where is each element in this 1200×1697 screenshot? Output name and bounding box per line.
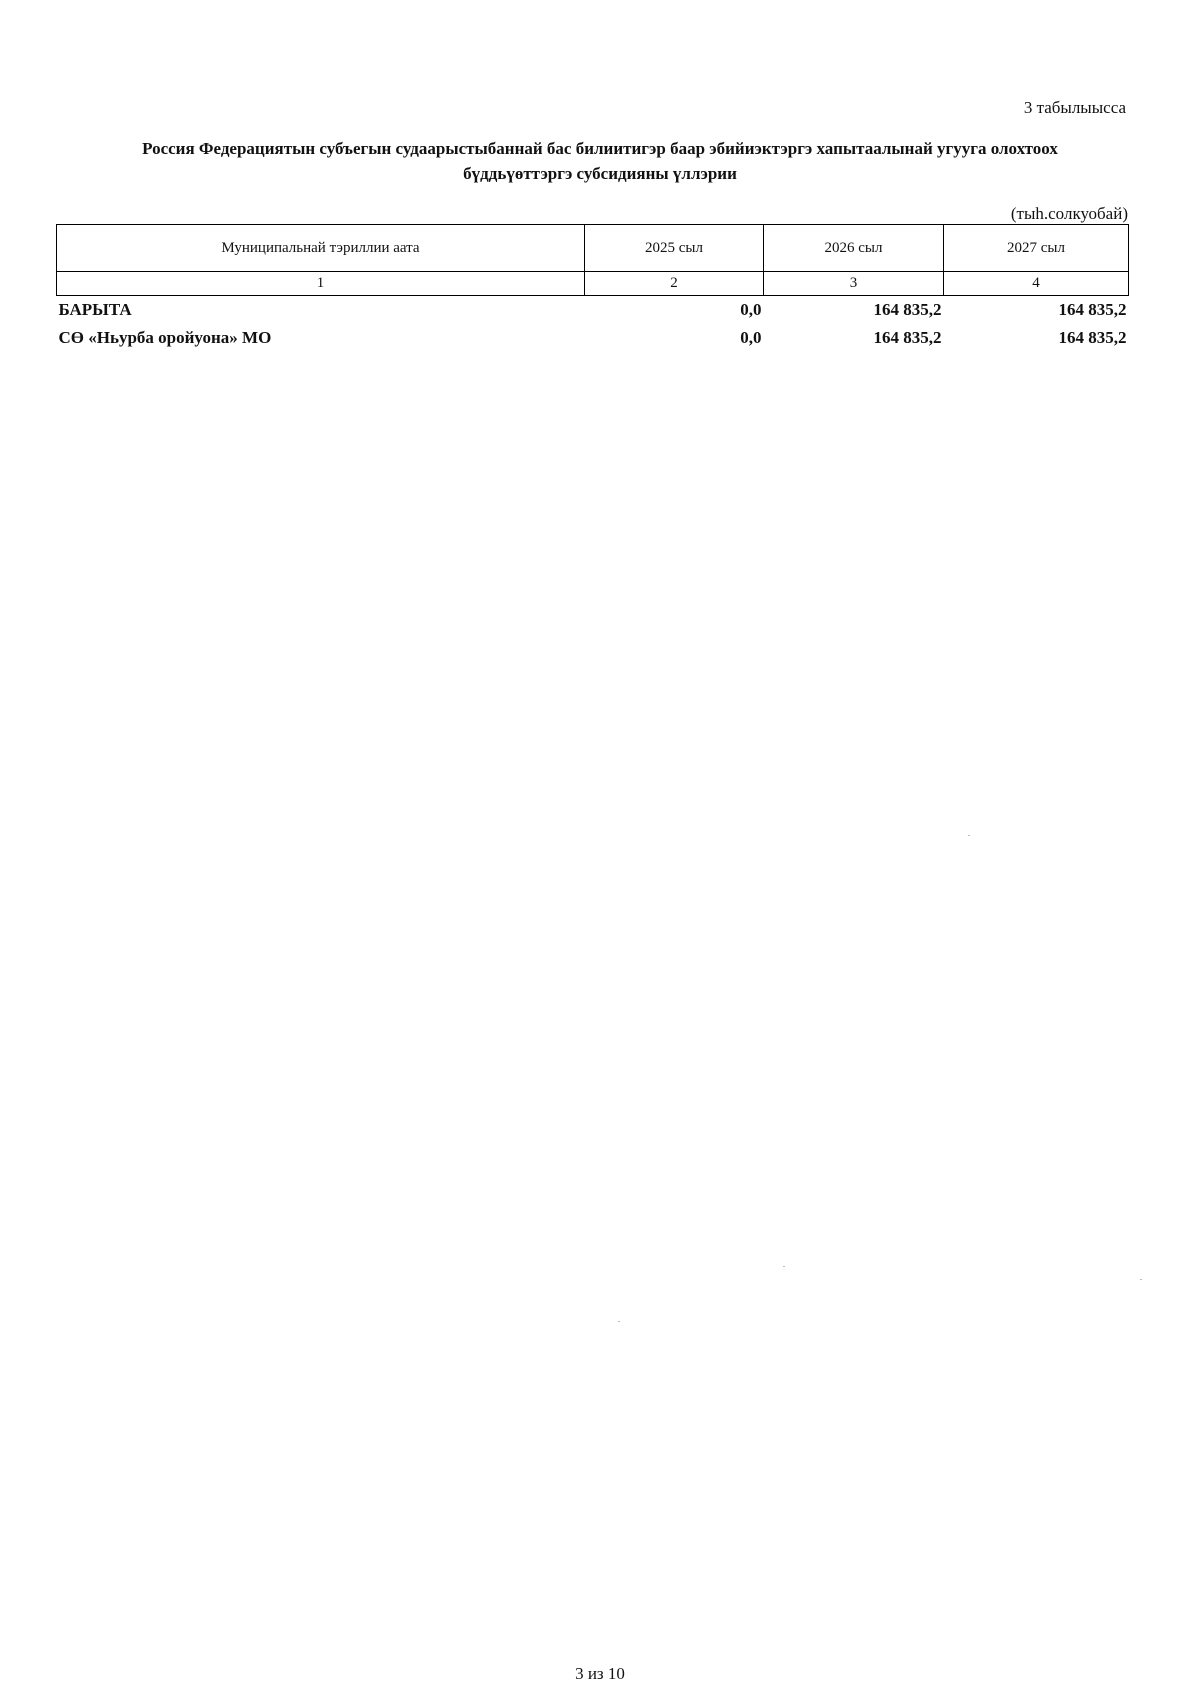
header-row	[57, 225, 1129, 272]
column-number-row	[57, 272, 1129, 296]
subsidy-table	[56, 224, 1129, 352]
column-number: 3	[764, 272, 944, 296]
table-row	[57, 324, 1129, 352]
page-label: 3 табылыысса	[1023, 98, 1126, 117]
header-2027: 2027 сыл	[944, 225, 1129, 272]
value-2027: 164 835,2	[1058, 300, 1127, 319]
value-2026: 164 835,2	[873, 328, 942, 347]
value-2025: 0,0	[740, 328, 762, 347]
table-row	[57, 296, 1129, 325]
scan-speck	[968, 835, 970, 836]
header-2025: 2025 сыл	[585, 225, 764, 272]
scan-speck	[1140, 1279, 1142, 1280]
document-title	[40, 136, 1160, 186]
column-number: 4	[944, 272, 1129, 296]
value-2025: 0,0	[740, 300, 762, 319]
column-number: 1	[57, 272, 585, 296]
header-2026: 2026 сыл	[764, 225, 944, 272]
column-number: 2	[585, 272, 764, 296]
row-name: СӨ «Ньурба оройуона» МО	[58, 328, 272, 347]
title-line-1: Россия Федерациятын субъегын судаарыстыбаннай бас билиитигэр баар эбийиэктэргэ хапытаалынай угууга олохтоох	[142, 139, 1058, 158]
value-2027: 164 835,2	[1058, 328, 1127, 347]
units-label: (тыһ.солкуобай)	[1010, 204, 1128, 223]
value-2026: 164 835,2	[873, 300, 942, 319]
row-name: БАРЫТА	[58, 300, 132, 319]
header-municipality: Муниципальнай тэриллии аата	[57, 225, 585, 272]
scan-speck	[783, 1266, 785, 1267]
page-footer: 3 из 10	[575, 1664, 625, 1683]
scan-speck	[618, 1321, 620, 1322]
title-line-2: бүддьүөттэргэ субсидияны үллэрии	[463, 164, 737, 183]
